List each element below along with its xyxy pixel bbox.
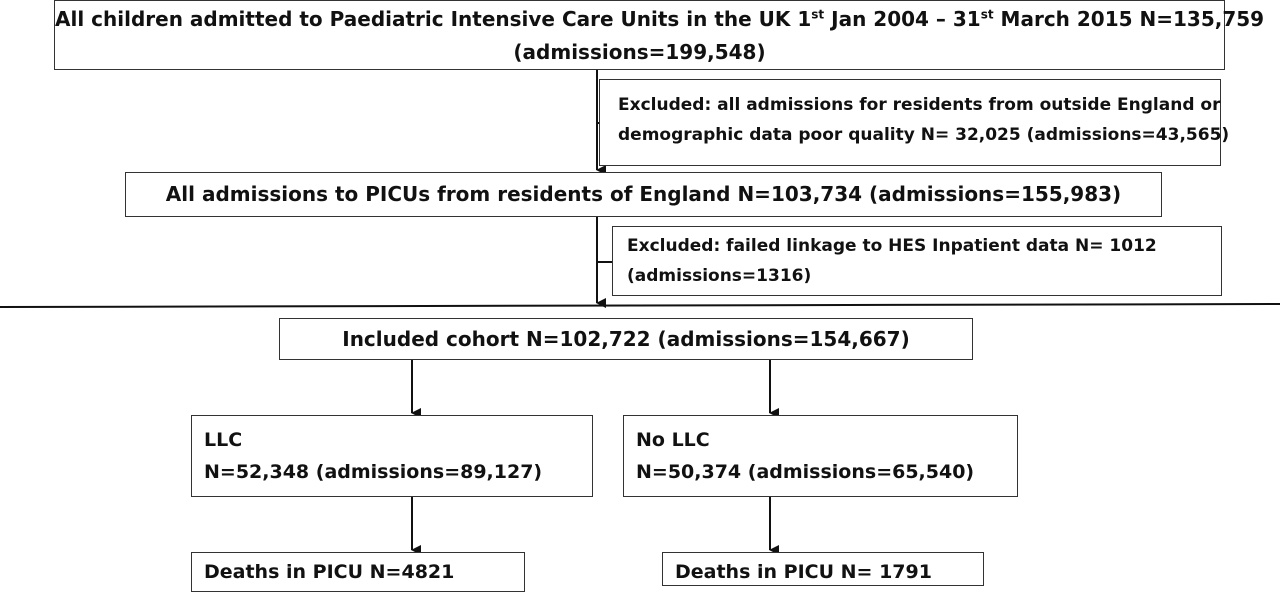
box-excluded-failed-linkage [612, 226, 1222, 296]
all-children-line-2: (admissions=199,548) [513, 40, 766, 64]
excluded-linkage-line-1: Excluded: failed linkage to HES Inpatient data N= 1012 [627, 236, 1157, 256]
no-llc-count: N=50,374 (admissions=65,540) [636, 461, 975, 483]
deaths-llc-text: Deaths in PICU N=4821 [204, 561, 455, 583]
included-cohort-text: Included cohort N=102,722 (admissions=154,667) [342, 327, 910, 351]
excluded-outside-england-line-2: demographic data poor quality N= 32,025 (admissions=43,565) [618, 125, 1230, 145]
all-children-line-1: All children admitted to Paediatric Intensive Care Units in the UK 1st Jan 2004 – 31st March 2015 N=135,759 [55, 7, 1265, 31]
box-england-admissions [125, 172, 1162, 217]
llc-label: LLC [204, 429, 243, 451]
deaths-no-llc-text: Deaths in PICU N= 1791 [675, 561, 932, 583]
excluded-outside-england-line-1: Excluded: all admissions for residents from outside England or [618, 95, 1221, 115]
box-llc [191, 415, 593, 497]
england-admissions-text: All admissions to PICUs from residents of England N=103,734 (admissions=155,983) [165, 182, 1122, 206]
llc-count: N=52,348 (admissions=89,127) [204, 461, 543, 483]
box-excluded-outside-england [599, 79, 1230, 166]
box-deaths-llc [191, 552, 525, 592]
separator-line [0, 304, 1280, 307]
box-included-cohort [279, 318, 973, 360]
excluded-linkage-line-2: (admissions=1316) [627, 266, 812, 286]
box-all-children-admitted [54, 0, 1265, 70]
box-deaths-no-llc [662, 552, 984, 586]
no-llc-label: No LLC [636, 429, 710, 451]
box-no-llc [623, 415, 1018, 497]
